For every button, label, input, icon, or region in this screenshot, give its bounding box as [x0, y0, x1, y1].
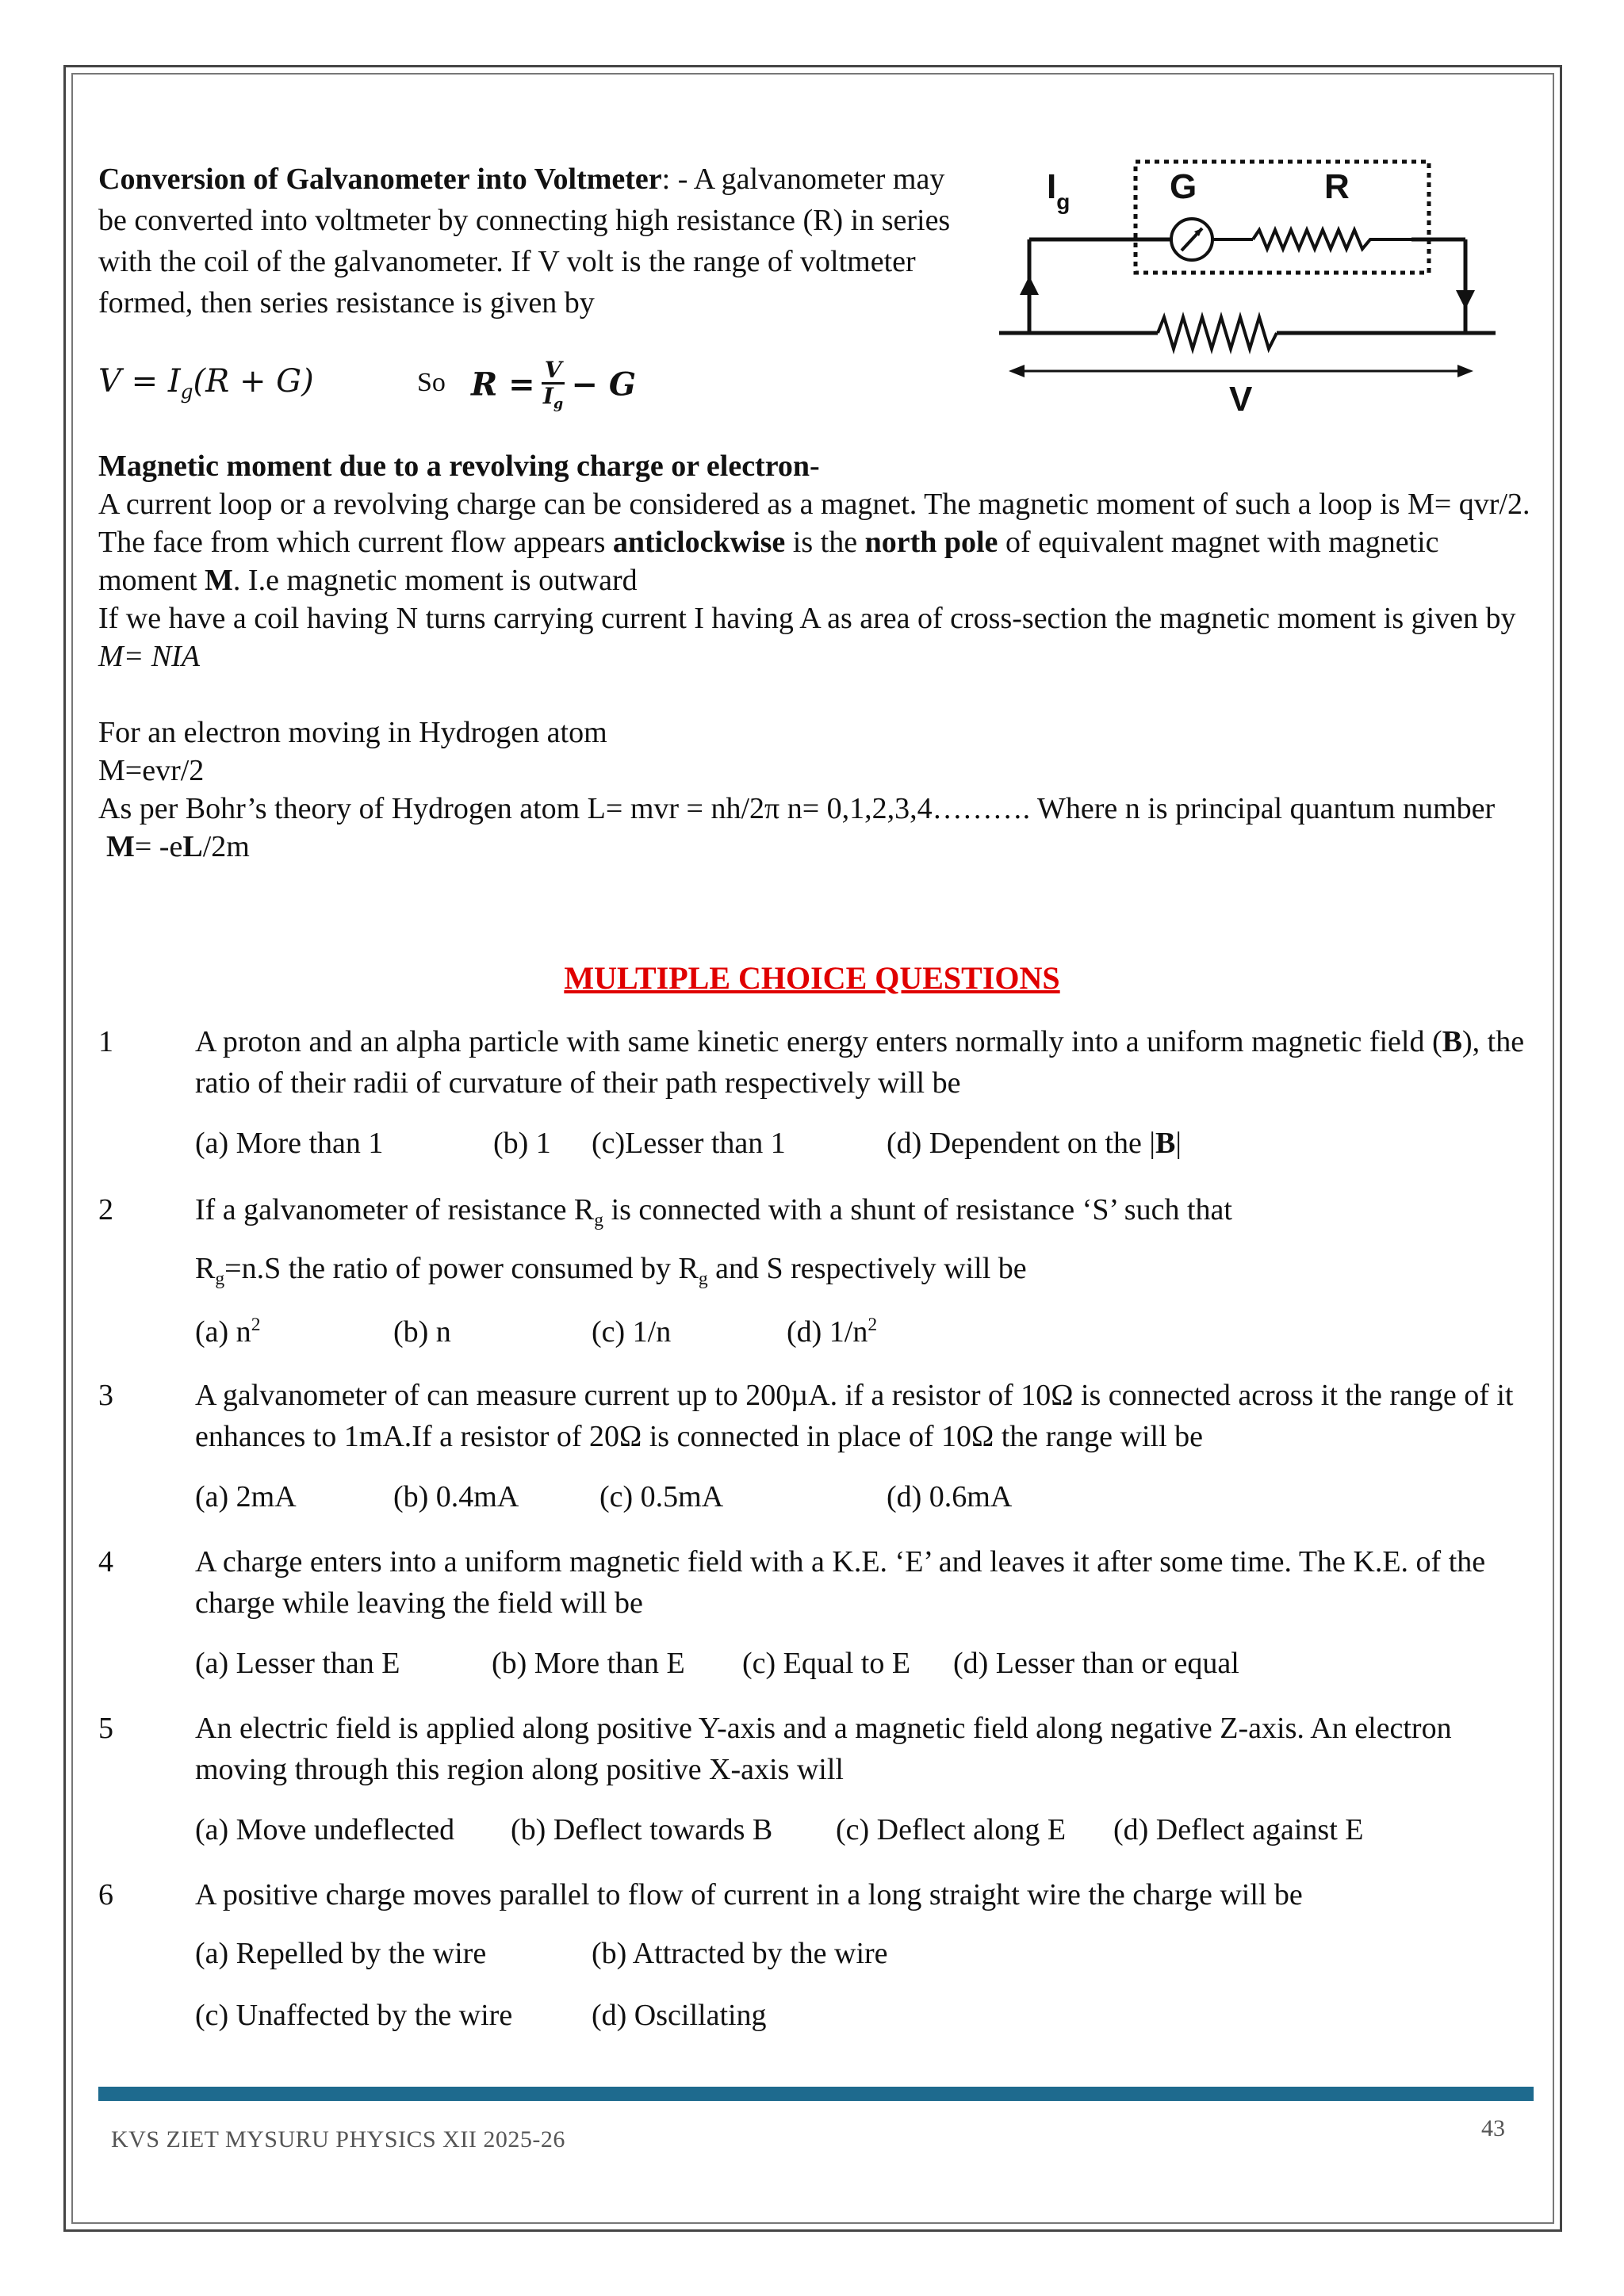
option-b: (b) More than E — [492, 1647, 685, 1680]
question-number: 6 — [98, 1878, 113, 1911]
circuit-label-g: G — [1170, 167, 1197, 206]
voltmeter-circuit-diagram — [991, 151, 1507, 420]
question-6 — [98, 1874, 1542, 1915]
circuit-label-ig: $I_g$ — [1047, 167, 1071, 214]
option-c: (c) Deflect along E — [836, 1813, 1067, 1846]
question-text: If a galvanometer of resistance $R_g$ is connected with a shunt of resistance ‘S’ such that — [195, 1193, 1232, 1231]
option-a: (a) $n^2$ — [195, 1314, 261, 1349]
question-1 — [98, 1021, 1542, 1108]
option-c: (c) Equal to E — [742, 1647, 911, 1680]
question-2-line2: $R_g=n.S$ the ratio of power consumed by $R_g$ and S respectively will be — [195, 1252, 1027, 1290]
circuit-label-r: R — [1324, 167, 1350, 206]
option-d: (d) $1/n^2$ — [787, 1314, 878, 1349]
series-resistor — [1253, 230, 1411, 249]
equation-so: So — [417, 368, 446, 397]
option-a: (a) More than 1 — [195, 1127, 384, 1160]
option-d: (d) 0.6mA — [887, 1480, 1013, 1513]
footer-bar — [98, 2087, 1534, 2101]
option-a: (a) Move undeflected — [195, 1813, 455, 1846]
mcq-heading: MULTIPLE CHOICE QUESTIONS — [564, 960, 1060, 996]
voltage-resistor — [1158, 317, 1277, 349]
question-2 — [98, 1189, 1542, 1230]
magnetic-line4: For an electron moving in Hydrogen atom — [98, 716, 607, 749]
question-number: 2 — [98, 1193, 113, 1226]
question-4 — [98, 1541, 1542, 1628]
question-text: An electric field is applied along positive Y-axis and a magnetic field along negative Z-axis. An electron moving through this region along positive X-axis will — [195, 1712, 1452, 1786]
option-b: (b) 0.4mA — [393, 1480, 519, 1513]
question-number: 3 — [98, 1379, 113, 1412]
option-c: (c) Unaffected by the wire — [195, 1999, 513, 2032]
intro-body: : - A galvanometer may be converted into voltmeter by connecting high resistance (R) in series with the coil of the galvanometer. If V volt is the range of voltmeter formed, then series resistance is given by — [98, 163, 951, 320]
option-a: (a) 2mA — [195, 1480, 297, 1513]
question-text: A galvanometer of can measure current up to 200µA. if a resistor of 10Ω is connected across it the range of it enhances to 1mA.If a resistor of 20Ω is connected in place of 10Ω the range will be — [195, 1379, 1514, 1453]
magnetic-heading: Magnetic moment due to a revolving charge or electron- — [98, 450, 820, 483]
question-number: 5 — [98, 1712, 113, 1745]
option-b: (b) 1 — [493, 1127, 551, 1160]
question-text: A proton and an alpha particle with same kinetic energy enters normally into a uniform magnetic field (B), the ratio of their radii of curvature of their path respectively will be — [195, 1025, 1525, 1100]
magnetic-line5: M=evr/2 — [98, 754, 205, 787]
option-b: (b) Deflect towards B — [511, 1813, 773, 1846]
option-b: (b) Attracted by the wire — [592, 1937, 888, 1970]
magnetic-line2: The face from which current flow appears anticlockwise is the north pole of equivalent magnet with magnetic moment M. I.e magnetic moment is outward — [98, 526, 1439, 597]
magnetic-line6: As per Bohr’s theory of Hydrogen atom L= mvr = nh/2π n= 0,1,2,3,4………. Where n is principal quantum number — [98, 792, 1496, 825]
magnetic-line7: M= -eL/2m — [106, 830, 250, 863]
option-c: (c)Lesser than 1 — [592, 1127, 786, 1160]
question-number: 1 — [98, 1025, 113, 1058]
equation-r: R = $\frac{V}{I_g}$ − G — [471, 358, 636, 416]
question-text: A charge enters into a uniform magnetic field with a K.E. ‘E’ and leaves it after some time. The K.E. of the charge while leaving the field will be — [195, 1545, 1486, 1620]
question-number: 4 — [98, 1545, 113, 1578]
question-3 — [98, 1375, 1542, 1462]
question-5 — [98, 1708, 1542, 1795]
option-a: (a) Repelled by the wire — [195, 1937, 487, 1970]
option-c: (c) 0.5mA — [599, 1480, 724, 1513]
option-d: (d) Oscillating — [592, 1999, 767, 2032]
spacer — [98, 675, 1542, 714]
magnetic-moment-section — [98, 447, 1542, 866]
circuit-label-v: V — [1229, 380, 1253, 419]
intro-heading: Conversion of Galvanometer into Voltmeter — [98, 163, 662, 196]
option-d: (d) Deflect against E — [1113, 1813, 1364, 1846]
magnetic-line3: If we have a coil having N turns carrying current I having A as area of cross-section the magnetic moment is given by M= NIA — [98, 602, 1516, 673]
footer-text: KVS ZIET MYSURU PHYSICS XII 2025-26 — [111, 2126, 565, 2152]
page-number: 43 — [1481, 2115, 1505, 2141]
option-d: (d) Dependent on the |B| — [887, 1127, 1182, 1160]
magnetic-line1: A current loop or a revolving charge can be considered as a magnet. The magnetic moment of such a loop is M= qvr/2. — [98, 488, 1530, 521]
option-c: (c) 1/n — [592, 1315, 672, 1349]
equation-v: $V = I_g(R + G)$ — [98, 363, 314, 404]
option-d: (d) Lesser than or equal — [953, 1647, 1239, 1680]
option-b: (b) n — [393, 1315, 451, 1349]
question-text: A positive charge moves parallel to flow of current in a long straight wire the charge will be — [195, 1878, 1303, 1911]
intro-paragraph — [98, 159, 979, 323]
fraction: $\frac{V}{I_g}$ — [542, 358, 565, 416]
option-a: (a) Lesser than E — [195, 1647, 400, 1680]
